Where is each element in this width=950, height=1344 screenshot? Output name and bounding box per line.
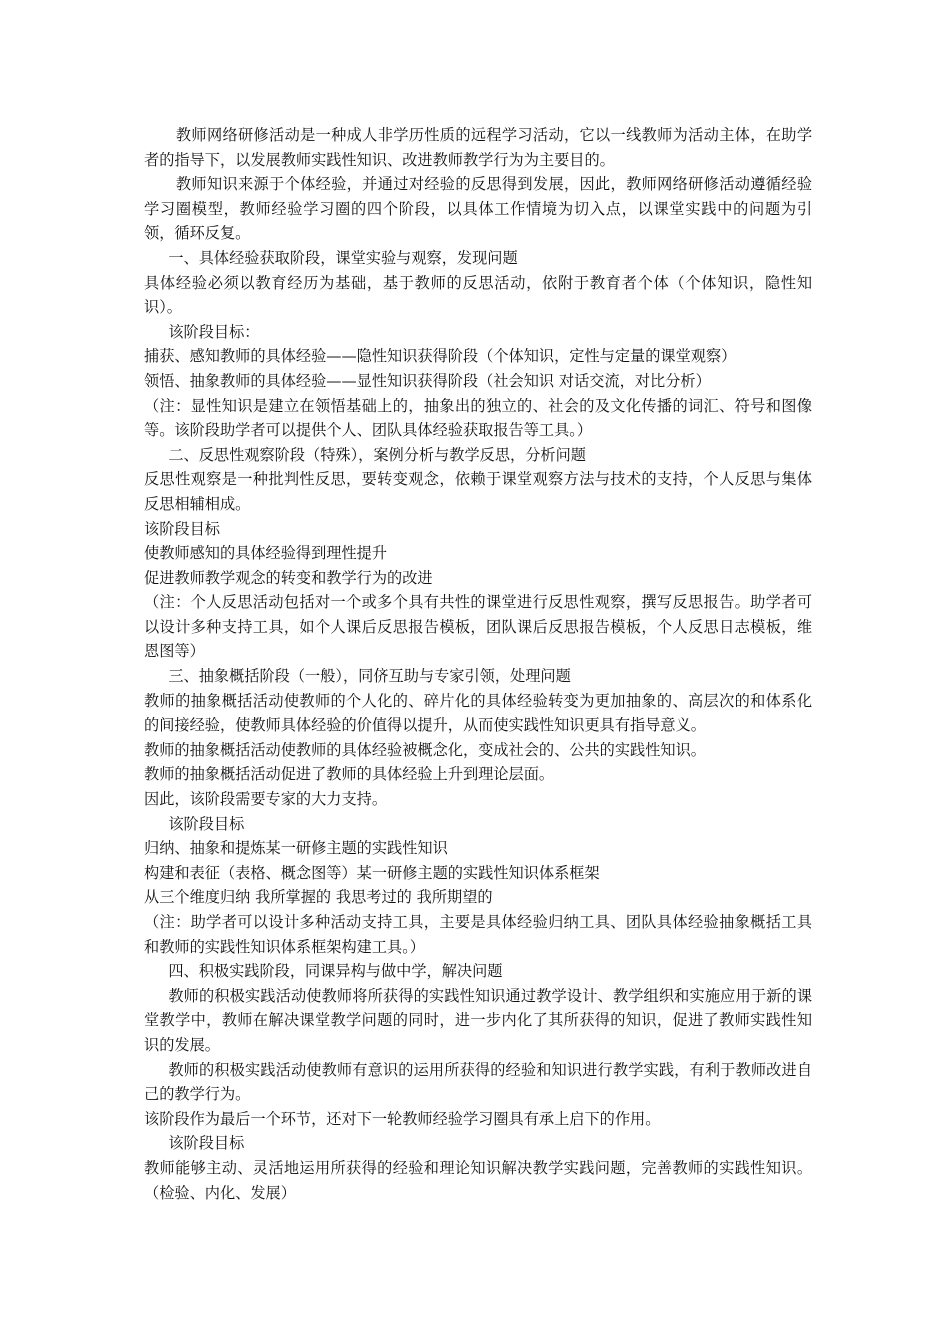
paragraph: 教师的抽象概括活动使教师的具体经验被概念化，变成社会的、公共的实践性知识。 — [144, 740, 706, 759]
goal-item: 促进教师教学观念的转变和教学行为的改进 — [144, 568, 433, 587]
goal-heading: 该阶段目标 — [168, 814, 245, 833]
goal-heading: 该阶段目标 — [144, 519, 220, 538]
goal-item: 教师能够主动、灵活地运用所获得的经验和理论知识解决教学实践问题，完善教师的实践性知识。（检验、内化、发展） — [144, 1158, 812, 1202]
document-body — [144, 123, 812, 1205]
goal-item: 归纳、抽象和提炼某一研修主题的实践性知识 — [144, 839, 448, 858]
goal-heading: 该阶段目标： — [168, 322, 260, 341]
goal-item: 捕获、感知教师的具体经验——隐性知识获得阶段（个体知识，定性与定量的课堂观察） — [144, 347, 737, 366]
paragraph: 因此，该阶段需要专家的大力支持。 — [144, 790, 387, 809]
paragraph: 教师的积极实践活动使教师将所获得的实践性知识通过教学设计、教学组织和实施应用于新的课堂教学中，教师在解决课堂教学问题的同时，进一步内化了其所获得的知识，促进了教师实践性知识的发展。 — [144, 986, 812, 1054]
section-heading-2: 二、反思性观察阶段（特殊），案例分析与教学反思，分析问题 — [168, 445, 586, 464]
note-paragraph: （注：个人反思活动包括对一个或多个具有共性的课堂进行反思性观察，撰写反思报告。助学者可以设计多种支持工具，如个人课后反思报告模板，团队课后反思报告模板，个人反思日志模板，维恩图等） — [144, 593, 812, 661]
section-heading-3: 三、抽象概括阶段（一般），同侪互助与专家引领，处理问题 — [168, 667, 571, 686]
goal-item: 从三个维度归纳 我所掌握的 我思考过的 我所期望的 — [144, 888, 493, 907]
paragraph-knowledge-source: 教师知识来源于个体经验，并通过对经验的反思得到发展，因此，教师网络研修活动遵循经验学习圈模型，教师经验学习圈的四个阶段，以具体工作情境为切入点，以课堂实践中的问题为引领，循环反复。 — [144, 175, 812, 243]
note-paragraph: （注：助学者可以设计多种活动支持工具，主要是具体经验归纳工具、团队具体经验抽象概括工具和教师的实践性知识体系框架构建工具。） — [144, 913, 812, 956]
goal-item: 领悟、抽象教师的具体经验——显性知识获得阶段（社会知识 对话交流，对比分析） — [144, 371, 711, 390]
paragraph-intro: 教师网络研修活动是一种成人非学历性质的远程学习活动，它以一线教师为活动主体，在助学者的指导下，以发展教师实践性知识、改进教师教学行为为主要目的。 — [144, 126, 812, 169]
paragraph: 教师的积极实践活动使教师有意识的运用所获得的经验和知识进行教学实践，有利于教师改进自己的教学行为。 — [144, 1060, 812, 1104]
paragraph: 教师的抽象概括活动促进了教师的具体经验上升到理论层面。 — [144, 765, 555, 784]
paragraph: 该阶段作为最后一个环节，还对下一轮教师经验学习圈具有承上启下的作用。 — [144, 1109, 661, 1128]
goal-item: 构建和表征（表格、概念图等）某一研修主题的实践性知识体系框架 — [144, 863, 600, 882]
paragraph: 教师的抽象概括活动使教师的个人化的、碎片化的具体经验转变为更加抽象的、高层次的和体系化的间接经验，使教师具体经验的价值得以提升，从而使实践性知识更具有指导意义。 — [144, 691, 812, 735]
goal-item: 使教师感知的具体经验得到理性提升 — [144, 544, 387, 563]
note-paragraph: （注：显性知识是建立在领悟基础上的，抽象出的独立的、社会的及文化传播的词汇、符号和图像等。该阶段助学者可以提供个人、团队具体经验获取报告等工具。） — [144, 396, 812, 440]
paragraph: 反思性观察是一种批判性反思，要转变观念，依赖于课堂观察方法与技术的支持，个人反思与集体反思相辅相成。 — [144, 470, 812, 513]
goal-heading: 该阶段目标 — [168, 1134, 245, 1153]
section-heading-1: 一、具体经验获取阶段，课堂实验与观察，发现问题 — [168, 248, 518, 267]
section-heading-4: 四、积极实践阶段，同课异构与做中学，解决问题 — [168, 962, 503, 981]
paragraph: 具体经验必须以教育经历为基础，基于教师的反思活动，依附于教育者个体（个体知识，隐性知识）。 — [144, 273, 812, 317]
